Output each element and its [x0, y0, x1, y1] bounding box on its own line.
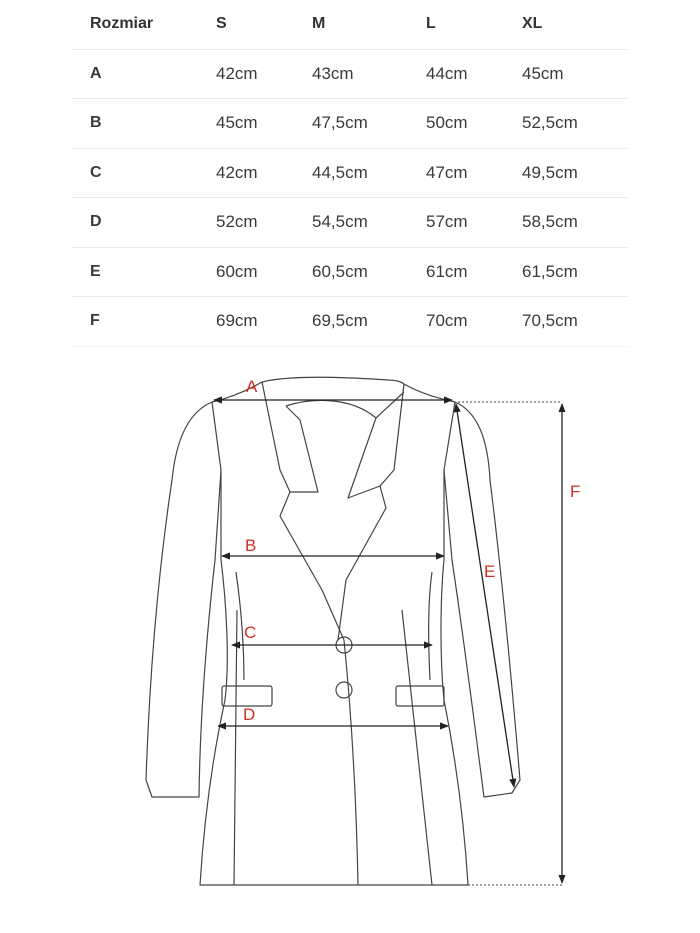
table-cell: 47,5cm: [294, 99, 408, 149]
table-cell: 42cm: [198, 148, 294, 198]
right-pocket-flap: [396, 686, 444, 706]
row-label: B: [72, 99, 198, 149]
left-lapel: [262, 382, 344, 640]
table-cell: 70,5cm: [504, 297, 628, 347]
right-lapel: [338, 384, 404, 640]
right-inner-seam: [402, 610, 432, 885]
right-sleeve: [444, 402, 520, 797]
header-size: Rozmiar: [72, 0, 198, 49]
table-cell: 70cm: [408, 297, 504, 347]
left-collar: [286, 406, 318, 492]
measure-line-e: [456, 404, 514, 787]
table-cell: 69,5cm: [294, 297, 408, 347]
right-collar: [348, 392, 404, 498]
table-cell: 42cm: [198, 49, 294, 99]
right-princess-seam: [429, 572, 432, 680]
button-bottom: [336, 682, 352, 698]
table-cell: 43cm: [294, 49, 408, 99]
header-xl: XL: [504, 0, 628, 49]
row-label: F: [72, 297, 198, 347]
label-d: D: [243, 705, 256, 724]
table-cell: 52cm: [198, 198, 294, 248]
table-cell: 61,5cm: [504, 247, 628, 297]
neck-back: [286, 400, 376, 418]
table-cell: 47cm: [408, 148, 504, 198]
label-b: B: [245, 536, 257, 555]
front-placket: [344, 640, 358, 885]
table-cell: 49,5cm: [504, 148, 628, 198]
header-l: L: [408, 0, 504, 49]
table-cell: 61cm: [408, 247, 504, 297]
table-cell: 52,5cm: [504, 99, 628, 149]
row-label: E: [72, 247, 198, 297]
header-m: M: [294, 0, 408, 49]
table-cell: 54,5cm: [294, 198, 408, 248]
label-c: C: [244, 623, 257, 642]
table-cell: 60cm: [198, 247, 294, 297]
row-label: D: [72, 198, 198, 248]
table-cell: 45cm: [504, 49, 628, 99]
table-cell: 58,5cm: [504, 198, 628, 248]
table-cell: 69cm: [198, 297, 294, 347]
label-a: A: [246, 377, 258, 396]
table-cell: 45cm: [198, 99, 294, 149]
header-s: S: [198, 0, 294, 49]
row-label: A: [72, 49, 198, 99]
table-cell: 50cm: [408, 99, 504, 149]
left-sleeve: [146, 402, 221, 797]
label-e: E: [484, 562, 496, 581]
table-cell: 44,5cm: [294, 148, 408, 198]
table-cell: 57cm: [408, 198, 504, 248]
row-label: C: [72, 148, 198, 198]
left-inner-seam: [234, 610, 237, 885]
table-cell: 44cm: [408, 49, 504, 99]
body-left-side: [200, 402, 468, 885]
left-pocket-flap: [222, 686, 272, 706]
label-f: F: [570, 482, 581, 501]
table-cell: 60,5cm: [294, 247, 408, 297]
